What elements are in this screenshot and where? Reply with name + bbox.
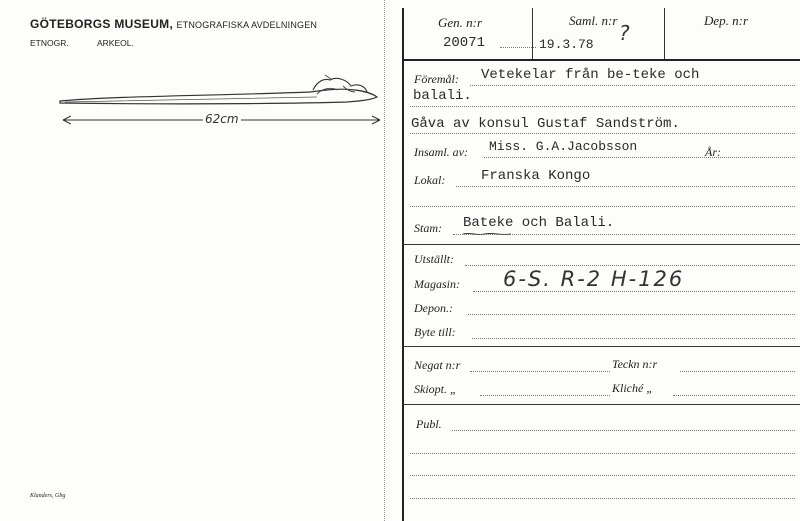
museum-header: [30, 17, 317, 31]
lokal-value: Franska Kongo: [481, 168, 591, 184]
gen-dots: [500, 47, 536, 48]
skiopt-label: Skiopt. „: [414, 382, 457, 396]
lokal-dots: [456, 186, 795, 187]
kliche-dots: [673, 395, 795, 396]
utstallt-label: Utställt:: [414, 252, 455, 266]
foremal-line-1: Vetekelar från be-teke och: [481, 67, 700, 83]
lokal-dots-2: [410, 206, 795, 207]
saml-value: 19.3.78: [539, 37, 594, 52]
gava-line: Gåva av konsul Gustaf Sandström.: [411, 116, 680, 132]
foremal-line-2: balali.: [413, 88, 472, 104]
foremal-dots: [470, 85, 795, 86]
insaml-label: Insaml. av:: [414, 145, 468, 159]
magasin-value: 6-S. R-2 H-126: [503, 267, 685, 291]
gava-dots: [410, 133, 795, 134]
byte-dots: [472, 338, 795, 339]
ar-label: År:: [705, 145, 721, 159]
gen-value: 20071: [443, 35, 486, 51]
publ-dots-4: [410, 498, 795, 499]
gen-label: Gen. n:r: [438, 15, 483, 30]
stam-dots: [453, 234, 795, 235]
publ-dots-2: [410, 453, 795, 454]
saml-question-mark: ?: [619, 21, 630, 45]
section-divider-3: [402, 404, 800, 405]
insaml-value: Miss. G.A.Jacobsson: [489, 139, 638, 154]
sketch-blade: [60, 89, 377, 104]
teckn-label: Teckn n:r: [612, 357, 658, 371]
lokal-label: Lokal:: [414, 173, 446, 187]
top-col-2: [664, 8, 665, 59]
stam-value: Bateke och Balali.: [463, 215, 615, 231]
byte-label: Byte till:: [414, 325, 456, 339]
negat-label: Negat n:r: [414, 358, 461, 372]
depon-dots: [468, 314, 795, 315]
teckn-dots: [680, 371, 795, 372]
insaml-dots: [484, 157, 795, 158]
length-label: 62cm: [205, 112, 239, 126]
foremal-dots-2: [410, 106, 795, 107]
publ-dots-3: [410, 475, 795, 476]
publ-label: Publ.: [416, 417, 442, 431]
sub-header-etnogr: ETNOGR.: [30, 38, 69, 48]
card-left-border: [402, 8, 404, 521]
skiopt-dots: [480, 395, 610, 396]
sub-header-arkeol: ARKEOL.: [97, 38, 134, 48]
top-row-divider: [402, 59, 800, 61]
section-divider-1: [402, 244, 800, 245]
depon-label: Depon.:: [414, 301, 453, 315]
publ-dots: [452, 430, 795, 431]
saml-label: Saml. n:r: [569, 13, 618, 28]
dep-label: Dep. n:r: [704, 13, 749, 28]
left-dotted-guide: [384, 0, 385, 521]
museum-name: GÖTEBORGS MUSEUM,: [30, 17, 174, 31]
negat-dots: [470, 371, 610, 372]
section-divider-2: [402, 346, 800, 347]
department-name: ETNOGRAFISKA AVDELNINGEN: [176, 20, 318, 30]
printer-imprint: Klanders, Gbg: [30, 493, 66, 499]
foremal-label: Föremål:: [414, 72, 459, 86]
magasin-dots: [473, 291, 795, 292]
stam-label: Stam:: [414, 221, 442, 235]
magasin-label: Magasin:: [414, 277, 460, 291]
kliche-label: Kliché „: [612, 381, 653, 395]
utstallt-dots: [465, 265, 795, 266]
sketch-blade-line: [65, 97, 317, 102]
top-col-1: [532, 8, 533, 59]
